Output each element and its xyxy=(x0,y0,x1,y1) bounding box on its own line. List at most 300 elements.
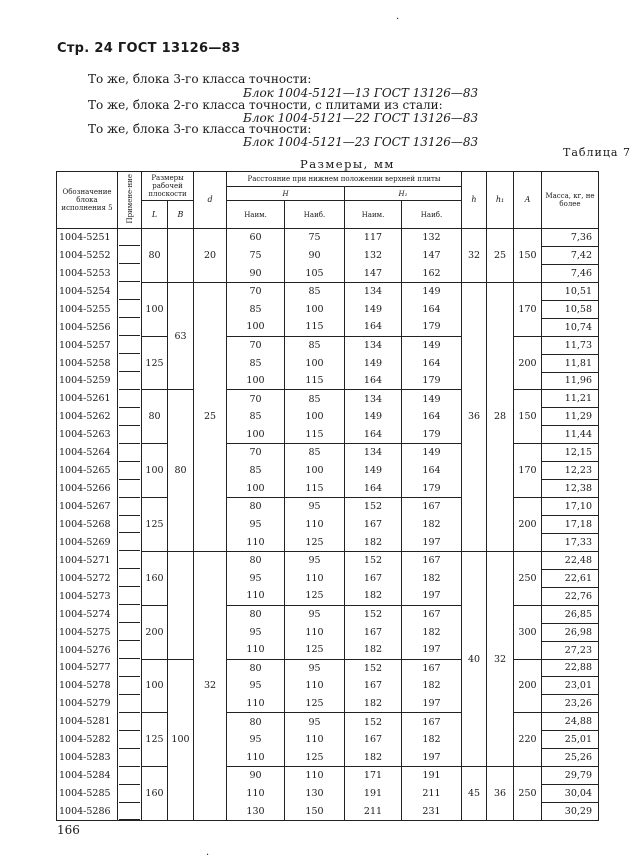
col-H-min: Наим. xyxy=(227,201,285,229)
designation-cell: 1004-5278 xyxy=(57,677,118,695)
scan-speck: · xyxy=(396,14,400,25)
h-max-cell: 90 xyxy=(285,246,345,264)
h1-max-cell: 182 xyxy=(402,677,462,695)
h-min-cell: 85 xyxy=(227,354,285,372)
application-cell xyxy=(118,677,142,695)
col-d: d xyxy=(194,172,227,229)
designation-cell: 1004-5276 xyxy=(57,641,118,659)
mass-cell: 10,51 xyxy=(542,282,599,300)
application-blank xyxy=(119,463,140,480)
d-cell: 20 xyxy=(194,229,227,283)
h-max-cell: 110 xyxy=(285,767,345,785)
h-min-cell: 95 xyxy=(227,731,285,749)
h-min-cell: 100 xyxy=(227,318,285,336)
B-cell: 100 xyxy=(168,659,194,820)
h-min-cell: 110 xyxy=(227,749,285,767)
designation-cell: 1004-5257 xyxy=(57,336,118,354)
h1-max-cell: 191 xyxy=(402,767,462,785)
designation-cell: 1004-5265 xyxy=(57,462,118,480)
application-blank xyxy=(119,552,140,569)
h1-max-cell: 149 xyxy=(402,282,462,300)
B-cell xyxy=(168,551,194,659)
units-caption: Размеры, мм xyxy=(300,157,395,171)
application-cell xyxy=(118,731,142,749)
application-cell xyxy=(118,785,142,803)
application-blank xyxy=(119,247,140,264)
h-min-cell: 80 xyxy=(227,498,285,516)
application-blank xyxy=(119,301,140,318)
a-cell: 220 xyxy=(514,713,542,767)
h1-min-cell: 149 xyxy=(345,354,402,372)
mass-cell: 7,42 xyxy=(542,246,599,264)
h-max-cell: 125 xyxy=(285,587,345,605)
h-min-cell: 95 xyxy=(227,516,285,534)
application-blank xyxy=(119,606,140,623)
application-blank xyxy=(119,391,140,408)
h-max-cell: 95 xyxy=(285,605,345,623)
L-cell: 160 xyxy=(142,767,168,821)
h1-max-cell: 149 xyxy=(402,336,462,354)
h-max-cell: 85 xyxy=(285,390,345,408)
col-H1-min: Наим. xyxy=(345,201,402,229)
table-row xyxy=(57,767,599,785)
L-cell: 80 xyxy=(142,390,168,444)
application-blank xyxy=(119,714,140,731)
table-row xyxy=(57,659,599,677)
h-max-cell: 115 xyxy=(285,372,345,390)
h1-max-cell: 167 xyxy=(402,605,462,623)
mass-cell: 11,29 xyxy=(542,408,599,426)
h1-max-cell: 211 xyxy=(402,785,462,803)
h-max-cell: 110 xyxy=(285,623,345,641)
designation-cell: 1004-5258 xyxy=(57,354,118,372)
application-cell xyxy=(118,318,142,336)
mass-cell: 26,98 xyxy=(542,623,599,641)
intro-line-1-designation: Блок 1004-5121—13 ГОСТ 13126—83 xyxy=(243,86,479,100)
designation-cell: 1004-5282 xyxy=(57,731,118,749)
application-blank xyxy=(119,516,140,533)
designation-cell: 1004-5268 xyxy=(57,516,118,534)
h1-min-cell: 182 xyxy=(345,641,402,659)
designation-cell: 1004-5277 xyxy=(57,659,118,677)
mass-cell: 11,44 xyxy=(542,426,599,444)
table-caption: Таблица 7 xyxy=(563,146,631,159)
mass-cell: 10,58 xyxy=(542,300,599,318)
h1-max-cell: 162 xyxy=(402,264,462,282)
designation-cell: 1004-5255 xyxy=(57,300,118,318)
application-cell xyxy=(118,767,142,785)
h1-max-cell: 167 xyxy=(402,551,462,569)
h-max-cell: 110 xyxy=(285,569,345,587)
h1-min-cell: 152 xyxy=(345,659,402,677)
h-min-cell: 100 xyxy=(227,480,285,498)
mass-cell: 30,04 xyxy=(542,785,599,803)
application-cell xyxy=(118,803,142,821)
table-row xyxy=(57,444,599,462)
h-max-cell: 110 xyxy=(285,516,345,534)
application-blank xyxy=(119,355,140,372)
mass-cell: 27,23 xyxy=(542,641,599,659)
designation-cell: 1004-5259 xyxy=(57,372,118,390)
L-cell: 160 xyxy=(142,551,168,605)
h1-max-cell: 197 xyxy=(402,587,462,605)
col-h: h xyxy=(462,172,487,229)
col-L: L xyxy=(142,201,168,229)
h-min-cell: 70 xyxy=(227,336,285,354)
application-cell xyxy=(118,623,142,641)
L-cell: 125 xyxy=(142,713,168,767)
mass-cell: 17,33 xyxy=(542,533,599,551)
designation-cell: 1004-5273 xyxy=(57,587,118,605)
table-body xyxy=(57,229,599,821)
designation-cell: 1004-5274 xyxy=(57,605,118,623)
col-a: A xyxy=(514,172,542,229)
h-min-cell: 100 xyxy=(227,426,285,444)
h1-max-cell: 167 xyxy=(402,659,462,677)
a-cell: 200 xyxy=(514,336,542,390)
table-row xyxy=(57,498,599,516)
a-cell: 150 xyxy=(514,390,542,444)
designation-cell: 1004-5254 xyxy=(57,282,118,300)
application-cell xyxy=(118,713,142,731)
h1-min-cell: 182 xyxy=(345,533,402,551)
h-min-cell: 110 xyxy=(227,785,285,803)
h-min-cell: 95 xyxy=(227,623,285,641)
application-blank xyxy=(119,803,140,820)
table-row xyxy=(57,282,599,300)
mass-cell: 25,26 xyxy=(542,749,599,767)
h1-min-cell: 134 xyxy=(345,444,402,462)
L-cell: 125 xyxy=(142,336,168,390)
table-row xyxy=(57,229,599,247)
application-blank xyxy=(119,337,140,354)
h-max-cell: 115 xyxy=(285,480,345,498)
h1-min-cell: 182 xyxy=(345,695,402,713)
designation-cell: 1004-5252 xyxy=(57,246,118,264)
mass-cell: 11,73 xyxy=(542,336,599,354)
h1-min-cell: 152 xyxy=(345,498,402,516)
h-cell: 36 xyxy=(462,282,487,551)
h1-min-cell: 147 xyxy=(345,264,402,282)
h1-max-cell: 231 xyxy=(402,803,462,821)
h1-cell: 32 xyxy=(487,551,514,766)
mass-cell: 22,48 xyxy=(542,551,599,569)
mass-cell: 24,88 xyxy=(542,713,599,731)
h1-min-cell: 164 xyxy=(345,372,402,390)
application-cell xyxy=(118,390,142,408)
h-max-cell: 100 xyxy=(285,408,345,426)
application-cell xyxy=(118,336,142,354)
col-h1: h₁ xyxy=(487,172,514,229)
h-max-cell: 100 xyxy=(285,354,345,372)
application-cell xyxy=(118,641,142,659)
table-row xyxy=(57,605,599,623)
application-cell xyxy=(118,444,142,462)
h-min-cell: 70 xyxy=(227,390,285,408)
application-cell xyxy=(118,229,142,247)
a-cell: 300 xyxy=(514,605,542,659)
application-blank xyxy=(119,229,140,246)
application-blank xyxy=(119,750,140,767)
h1-max-cell: 149 xyxy=(402,390,462,408)
h1-max-cell: 179 xyxy=(402,426,462,444)
h-max-cell: 85 xyxy=(285,444,345,462)
application-blank xyxy=(119,409,140,426)
col-H1: H₁ xyxy=(345,187,462,201)
mass-cell: 11,96 xyxy=(542,372,599,390)
h-max-cell: 95 xyxy=(285,713,345,731)
application-cell xyxy=(118,246,142,264)
col-B: B xyxy=(168,201,194,229)
intro-line-2-designation: Блок 1004-5121—22 ГОСТ 13126—83 xyxy=(243,111,479,125)
h1-min-cell: 167 xyxy=(345,569,402,587)
L-cell: 200 xyxy=(142,605,168,659)
application-cell xyxy=(118,587,142,605)
table-row xyxy=(57,390,599,408)
designation-cell: 1004-5269 xyxy=(57,533,118,551)
h1-max-cell: 164 xyxy=(402,300,462,318)
designation-cell: 1004-5263 xyxy=(57,426,118,444)
B-cell xyxy=(168,229,194,283)
mass-cell: 30,29 xyxy=(542,803,599,821)
application-cell xyxy=(118,462,142,480)
intro-line-3-designation: Блок 1004-5121—23 ГОСТ 13126—83 xyxy=(243,135,479,149)
application-cell xyxy=(118,749,142,767)
application-cell xyxy=(118,516,142,534)
h-max-cell: 110 xyxy=(285,731,345,749)
col-H1-max: Наиб. xyxy=(402,201,462,229)
col-distance: Расстояние при нижнем положении верхней плиты xyxy=(227,172,462,187)
h-min-cell: 85 xyxy=(227,300,285,318)
h-min-cell: 95 xyxy=(227,569,285,587)
mass-cell: 25,01 xyxy=(542,731,599,749)
h-min-cell: 80 xyxy=(227,551,285,569)
h1-min-cell: 134 xyxy=(345,336,402,354)
h1-min-cell: 117 xyxy=(345,229,402,247)
h1-min-cell: 152 xyxy=(345,605,402,623)
application-blank xyxy=(119,786,140,803)
mass-cell: 12,38 xyxy=(542,480,599,498)
h1-min-cell: 152 xyxy=(345,551,402,569)
mass-cell: 11,21 xyxy=(542,390,599,408)
L-cell: 100 xyxy=(142,282,168,336)
h-min-cell: 85 xyxy=(227,462,285,480)
application-cell xyxy=(118,695,142,713)
h1-min-cell: 167 xyxy=(345,516,402,534)
h-max-cell: 85 xyxy=(285,282,345,300)
col-mass: Масса, кг, не более xyxy=(542,172,599,229)
h-min-cell: 60 xyxy=(227,229,285,247)
application-blank xyxy=(119,427,140,444)
col-designation: Обозначение блока исполнения 5 xyxy=(57,172,118,229)
h1-max-cell: 197 xyxy=(402,695,462,713)
a-cell: 170 xyxy=(514,444,542,498)
application-cell xyxy=(118,659,142,677)
h-max-cell: 105 xyxy=(285,264,345,282)
h-min-cell: 80 xyxy=(227,605,285,623)
mass-cell: 10,74 xyxy=(542,318,599,336)
h1-max-cell: 197 xyxy=(402,749,462,767)
h1-min-cell: 167 xyxy=(345,623,402,641)
intro-line-2: То же, блока 2-го класса точности, с плитами из стали: xyxy=(88,98,443,112)
h-min-cell: 90 xyxy=(227,264,285,282)
h-cell: 32 xyxy=(462,229,487,283)
application-cell xyxy=(118,480,142,498)
h-max-cell: 100 xyxy=(285,462,345,480)
designation-cell: 1004-5285 xyxy=(57,785,118,803)
h1-min-cell: 132 xyxy=(345,246,402,264)
h1-max-cell: 167 xyxy=(402,713,462,731)
h1-max-cell: 167 xyxy=(402,498,462,516)
h-min-cell: 90 xyxy=(227,767,285,785)
h-min-cell: 130 xyxy=(227,803,285,821)
h1-max-cell: 179 xyxy=(402,480,462,498)
h-max-cell: 115 xyxy=(285,426,345,444)
application-cell xyxy=(118,605,142,623)
designation-cell: 1004-5261 xyxy=(57,390,118,408)
h1-min-cell: 164 xyxy=(345,480,402,498)
application-blank xyxy=(119,570,140,587)
designation-cell: 1004-5284 xyxy=(57,767,118,785)
h-max-cell: 130 xyxy=(285,785,345,803)
designation-cell: 1004-5266 xyxy=(57,480,118,498)
application-blank xyxy=(119,265,140,282)
designation-cell: 1004-5275 xyxy=(57,623,118,641)
h1-max-cell: 197 xyxy=(402,641,462,659)
application-blank xyxy=(119,499,140,516)
mass-cell: 12,15 xyxy=(542,444,599,462)
h1-max-cell: 149 xyxy=(402,444,462,462)
h-min-cell: 80 xyxy=(227,659,285,677)
mass-cell: 7,36 xyxy=(542,229,599,247)
application-cell xyxy=(118,408,142,426)
designation-cell: 1004-5283 xyxy=(57,749,118,767)
h1-min-cell: 134 xyxy=(345,390,402,408)
h-max-cell: 115 xyxy=(285,318,345,336)
h1-cell: 25 xyxy=(487,229,514,283)
h-min-cell: 110 xyxy=(227,641,285,659)
h1-max-cell: 179 xyxy=(402,318,462,336)
application-blank xyxy=(119,732,140,749)
application-blank xyxy=(119,642,140,659)
application-cell xyxy=(118,533,142,551)
h1-max-cell: 182 xyxy=(402,516,462,534)
scan-speck: · xyxy=(206,850,210,861)
col-work-area: Размеры рабочей плоскости xyxy=(142,172,194,201)
mass-cell: 26,85 xyxy=(542,605,599,623)
dimensions-table xyxy=(56,171,599,821)
mass-cell: 11,81 xyxy=(542,354,599,372)
h1-min-cell: 149 xyxy=(345,408,402,426)
a-cell: 150 xyxy=(514,229,542,283)
h-min-cell: 70 xyxy=(227,444,285,462)
h1-cell: 36 xyxy=(487,767,514,821)
h-min-cell: 100 xyxy=(227,372,285,390)
h1-max-cell: 179 xyxy=(402,372,462,390)
L-cell: 100 xyxy=(142,659,168,713)
h-max-cell: 125 xyxy=(285,749,345,767)
d-cell: 25 xyxy=(194,282,227,551)
intro-line-1: То же, блока 3-го класса точности: xyxy=(88,72,312,86)
designation-cell: 1004-5267 xyxy=(57,498,118,516)
h1-min-cell: 164 xyxy=(345,426,402,444)
h1-min-cell: 134 xyxy=(345,282,402,300)
col-application: Примене-ние xyxy=(118,172,142,229)
h1-max-cell: 182 xyxy=(402,731,462,749)
h1-cell: 28 xyxy=(487,282,514,551)
page-header: Стр. 24 ГОСТ 13126—83 xyxy=(57,41,241,56)
mass-cell: 17,18 xyxy=(542,516,599,534)
h-max-cell: 95 xyxy=(285,659,345,677)
application-cell xyxy=(118,354,142,372)
h-max-cell: 95 xyxy=(285,551,345,569)
h-max-cell: 95 xyxy=(285,498,345,516)
application-cell xyxy=(118,426,142,444)
h1-min-cell: 167 xyxy=(345,731,402,749)
a-cell: 200 xyxy=(514,659,542,713)
h-min-cell: 70 xyxy=(227,282,285,300)
a-cell: 200 xyxy=(514,498,542,552)
a-cell: 250 xyxy=(514,767,542,821)
h-min-cell: 110 xyxy=(227,533,285,551)
application-blank xyxy=(119,588,140,605)
mass-cell: 17,10 xyxy=(542,498,599,516)
h-max-cell: 125 xyxy=(285,533,345,551)
designation-cell: 1004-5279 xyxy=(57,695,118,713)
application-blank xyxy=(119,373,140,390)
designation-cell: 1004-5271 xyxy=(57,551,118,569)
h-max-cell: 125 xyxy=(285,695,345,713)
mass-cell: 7,46 xyxy=(542,264,599,282)
h1-max-cell: 182 xyxy=(402,569,462,587)
col-H-max: Наиб. xyxy=(285,201,345,229)
designation-cell: 1004-5251 xyxy=(57,229,118,247)
application-blank xyxy=(119,534,140,551)
designation-cell: 1004-5253 xyxy=(57,264,118,282)
designation-cell: 1004-5272 xyxy=(57,569,118,587)
B-cell: 80 xyxy=(168,390,194,551)
h-max-cell: 100 xyxy=(285,300,345,318)
h1-min-cell: 182 xyxy=(345,587,402,605)
h1-max-cell: 164 xyxy=(402,462,462,480)
L-cell: 100 xyxy=(142,444,168,498)
h-max-cell: 150 xyxy=(285,803,345,821)
table-row xyxy=(57,713,599,731)
application-blank xyxy=(119,445,140,462)
application-cell xyxy=(118,498,142,516)
h-min-cell: 80 xyxy=(227,713,285,731)
mass-cell: 23,01 xyxy=(542,677,599,695)
page-number: 166 xyxy=(57,823,80,837)
application-cell xyxy=(118,300,142,318)
application-blank xyxy=(119,283,140,300)
application-cell xyxy=(118,372,142,390)
designation-cell: 1004-5281 xyxy=(57,713,118,731)
h-min-cell: 75 xyxy=(227,246,285,264)
h1-max-cell: 164 xyxy=(402,408,462,426)
designation-cell: 1004-5256 xyxy=(57,318,118,336)
h-max-cell: 75 xyxy=(285,229,345,247)
mass-cell: 12,23 xyxy=(542,462,599,480)
h1-min-cell: 167 xyxy=(345,677,402,695)
d-cell: 32 xyxy=(194,551,227,820)
mass-cell: 22,88 xyxy=(542,659,599,677)
h-max-cell: 110 xyxy=(285,677,345,695)
h1-min-cell: 171 xyxy=(345,767,402,785)
mass-cell: 23,26 xyxy=(542,695,599,713)
h1-min-cell: 182 xyxy=(345,749,402,767)
mass-cell: 29,79 xyxy=(542,767,599,785)
